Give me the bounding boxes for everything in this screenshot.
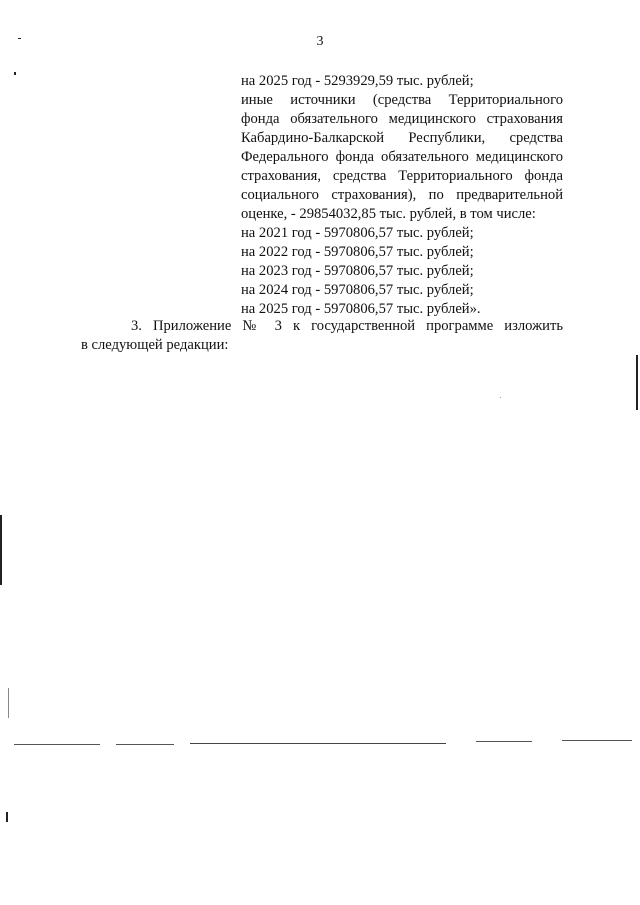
funding-line-territorial-fund: фонда обязательного медицинского страхования (241, 111, 563, 127)
scan-rule-segment-4 (476, 741, 532, 742)
paragraph-3 (81, 317, 563, 355)
funding-line-2022: на 2022 год - 5970806,57 тыс. рублей; (241, 244, 474, 260)
funding-line-federal-fund: Федерального фонда обязательного медицинского (241, 149, 563, 165)
funding-line-total: оценке, - 29854032,85 тыс. рублей, в том числе: (241, 206, 536, 222)
scan-rule-segment-1 (14, 744, 100, 745)
funding-line-2021: на 2021 год - 5970806,57 тыс. рублей; (241, 225, 474, 241)
funding-line-2025-main: на 2025 год - 5293929,59 тыс. рублей; (241, 73, 474, 89)
scan-mark-left-bottom (6, 812, 8, 822)
page-number: 3 (316, 34, 324, 49)
funding-line-kbr: Кабардино-Балкарской Республики, средства (241, 130, 563, 146)
funding-line-2023: на 2023 год - 5970806,57 тыс. рублей; (241, 263, 474, 279)
paragraph-3-line-1: 3. Приложение № 3 к государственной программе изложить (131, 318, 563, 334)
funding-line-2024: на 2024 год - 5970806,57 тыс. рублей; (241, 282, 474, 298)
scan-mark-left-top (18, 38, 21, 39)
scan-dot (500, 397, 501, 398)
scan-rule-segment-5 (562, 740, 632, 741)
funding-line-2025: на 2025 год - 5970806,57 тыс. рублей». (241, 301, 481, 317)
funding-line-social-insurance: социального страхования), по предварительной (241, 187, 563, 203)
funding-sources-block (241, 72, 563, 319)
scan-mark-left-lower (8, 688, 9, 718)
scan-rule-segment-2 (116, 744, 174, 745)
funding-line-insurance: страхования, средства Территориального фонда (241, 168, 563, 184)
paragraph-3-line-2: в следующей редакции: (81, 337, 229, 353)
scan-mark-left-upper (14, 72, 16, 75)
scan-mark-left-middle (0, 515, 2, 585)
scan-mark-right-middle (636, 355, 638, 410)
funding-line-other-sources: иные источники (средства Территориального (241, 92, 563, 108)
scan-rule-segment-3 (190, 743, 446, 744)
